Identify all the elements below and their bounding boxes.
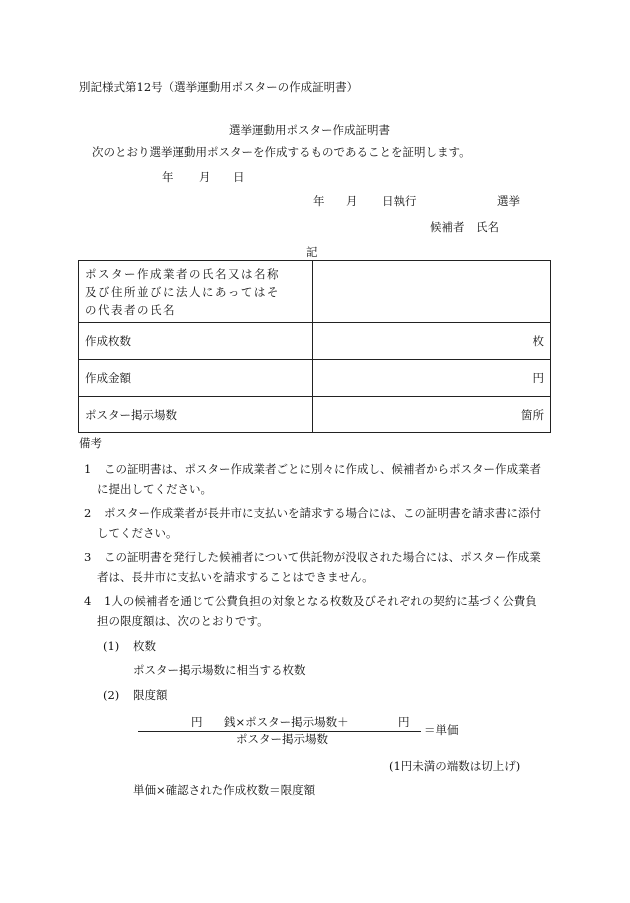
formula-denominator: ポスター掲示場数 <box>236 732 328 746</box>
form-label: 別記様式第12号（選挙運動用ポスターの作成証明書） <box>79 80 359 94</box>
sub2-title: 限度額 <box>133 688 168 702</box>
table-row <box>79 261 551 323</box>
election-month: 月 <box>346 194 358 208</box>
name-label: 氏名 <box>476 220 499 234</box>
contractor-label-line: 及び住所並びに法人にあってはそ <box>85 284 280 299</box>
sub1-title: 枚数 <box>133 639 156 653</box>
quantity-label: 作成枚数 <box>79 323 313 360</box>
contractor-label-line: ポスター作成業者の氏名又は名称 <box>85 266 280 281</box>
note-text: 者は、長井市に支払いを請求することはできません。 <box>97 570 374 584</box>
note-4 <box>84 591 564 631</box>
sub1-label: (1) <box>103 639 120 653</box>
amount-label: 作成金額 <box>79 360 313 397</box>
election-label: 選挙 <box>497 194 520 208</box>
quantity-unit: 枚 <box>313 323 551 360</box>
ki-label: 記 <box>306 245 318 259</box>
note-text: この証明書を発行した候補者について供託物が没収された場合には、ポスター作成業 <box>104 550 541 564</box>
note-text: この証明書は、ポスター作成業者ごとに別々に作成し、候補者からポスター作成業者 <box>104 462 541 476</box>
certification-table <box>78 260 551 433</box>
contractor-label-line: の代表者の氏名 <box>85 302 176 317</box>
formula-numerator: 銭×ポスター掲示場数＋ <box>224 715 349 729</box>
table-row <box>79 323 551 360</box>
contractor-name-value <box>313 261 551 323</box>
intro-text: 次のとおり選挙運動用ポスターを作成するものであることを証明します。 <box>92 145 471 159</box>
note-text: 1人の候補者を通じて公費負担の対象となる枚数及びそれぞれの契約に基づく公費負 <box>104 594 537 608</box>
sub2-label: (2) <box>103 688 120 702</box>
note-3 <box>84 547 564 587</box>
formula-result: ＝単価 <box>424 723 459 737</box>
election-day-exec: 日執行 <box>382 194 417 208</box>
rounding-note: (1円未満の端数は切上げ) <box>389 759 521 773</box>
note-number: 1 <box>84 462 92 476</box>
date-month: 月 <box>199 170 211 184</box>
note-2 <box>84 503 564 543</box>
document-title: 選挙運動用ポスター作成証明書 <box>229 123 390 137</box>
poster-sites-unit: 箇所 <box>313 397 551 433</box>
sub1-body: ポスター掲示場数に相当する枚数 <box>133 663 306 677</box>
note-number: 3 <box>84 550 92 564</box>
contractor-name-label <box>79 261 313 323</box>
formula-yen-1: 円 <box>191 715 203 729</box>
note-text: してください。 <box>97 526 178 540</box>
note-number: 4 <box>84 594 92 608</box>
formula-yen-2: 円 <box>398 715 410 729</box>
remarks-heading: 備考 <box>79 436 102 450</box>
poster-sites-label: ポスター掲示場数 <box>79 397 313 433</box>
candidate-label: 候補者 <box>430 220 465 234</box>
election-year: 年 <box>313 194 325 208</box>
date-year: 年 <box>162 170 174 184</box>
final-formula: 単価×確認された作成枚数＝限度額 <box>133 783 316 797</box>
note-text: に提出してください。 <box>97 482 212 496</box>
note-number: 2 <box>84 506 92 520</box>
amount-unit: 円 <box>313 360 551 397</box>
note-text: 担の限度額は、次のとおりです。 <box>97 614 269 628</box>
note-text: ポスター作成業者が長井市に支払いを請求する場合には、この証明書を請求書に添付 <box>104 506 541 520</box>
table-row <box>79 397 551 433</box>
table-row <box>79 360 551 397</box>
date-day: 日 <box>233 170 245 184</box>
note-1 <box>84 459 564 499</box>
